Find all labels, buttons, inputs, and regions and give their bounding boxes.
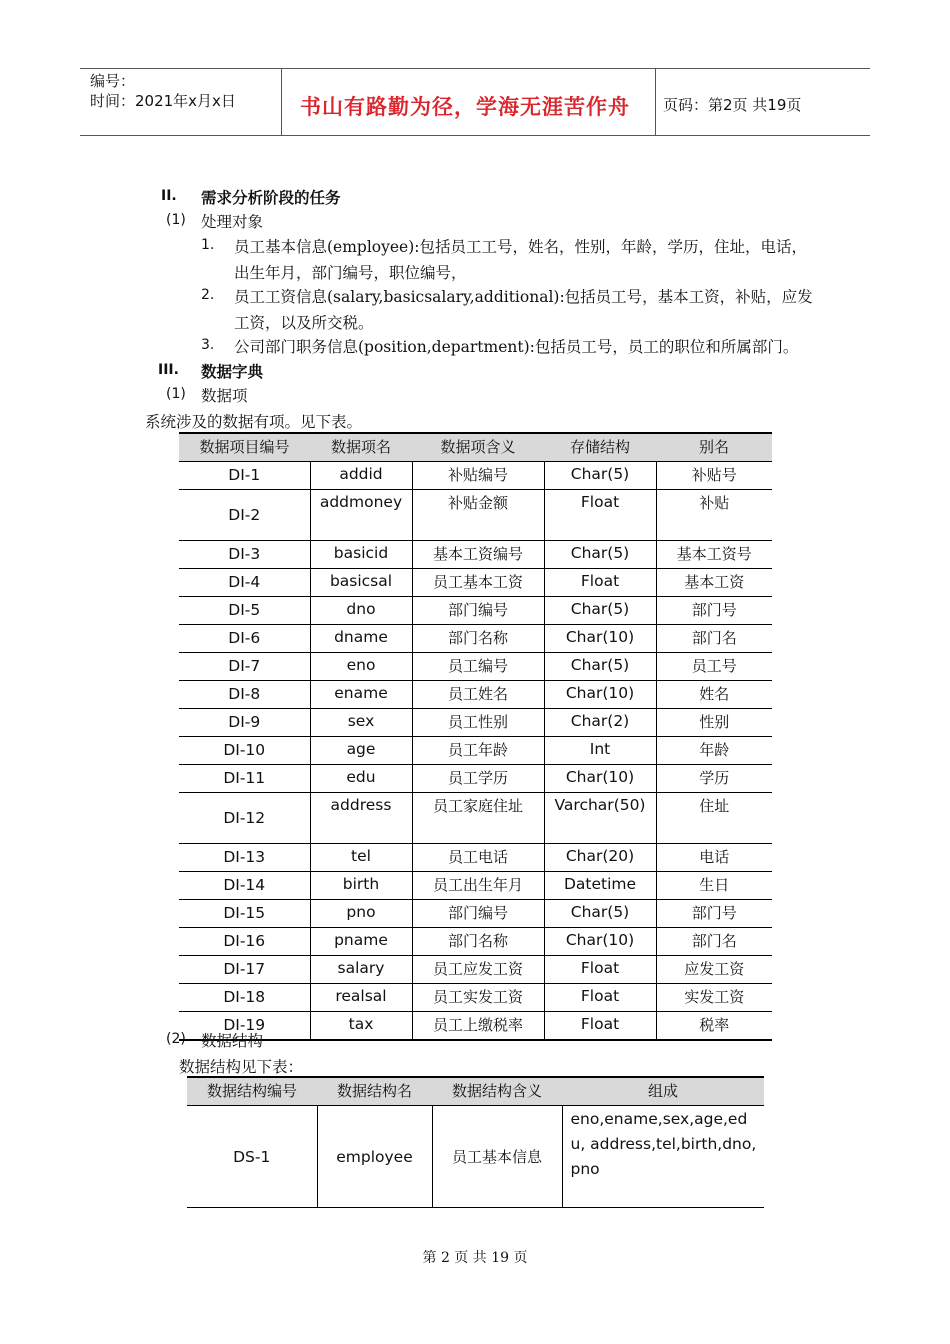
header-cell: 别名: [656, 433, 772, 462]
header-cell: 数据项目编号: [179, 433, 310, 462]
table-row: [179, 900, 772, 928]
header-divider-right: [655, 68, 656, 136]
item-alias-cell: 学历: [656, 765, 772, 793]
item-alias-cell: 电话: [656, 844, 772, 872]
header-cell: 数据项含义: [412, 433, 544, 462]
section2-sub1-num: (1): [166, 212, 186, 228]
item-name-cell: age: [310, 737, 412, 765]
item-name-cell: dno: [310, 597, 412, 625]
section2-title: 需求分析阶段的任务: [201, 189, 341, 207]
structure-name-cell: employee: [317, 1106, 432, 1208]
structure-id-cell: DS-1: [187, 1106, 317, 1208]
item-id-cell: DI-9: [179, 709, 310, 737]
item-name-cell: sex: [310, 709, 412, 737]
item-alias-cell: 姓名: [656, 681, 772, 709]
header-page-info: 页码：第2页 共19页: [663, 96, 802, 114]
item-name-cell: realsal: [310, 984, 412, 1012]
table-row: [179, 1012, 772, 1041]
item-id-cell: DI-19: [179, 1012, 310, 1041]
structure-meaning-cell: 员工基本信息: [432, 1106, 562, 1208]
table-row: [179, 709, 772, 737]
item-meaning-cell: 部门名称: [412, 625, 544, 653]
table-row: [179, 653, 772, 681]
item-storage-cell: Char(20): [544, 844, 656, 872]
item-meaning-cell: 补贴编号: [412, 462, 544, 490]
item-id-cell: DI-11: [179, 765, 310, 793]
item-id-cell: DI-2: [179, 490, 310, 541]
item-meaning-cell: 员工性别: [412, 709, 544, 737]
item-storage-cell: Float: [544, 956, 656, 984]
item-storage-cell: Char(5): [544, 541, 656, 569]
item-alias-cell: 补贴号: [656, 462, 772, 490]
item2-line2: 工资，以及所交税。: [234, 314, 374, 332]
section2-sub1-title: 处理对象: [201, 213, 264, 231]
item-storage-cell: Float: [544, 1012, 656, 1041]
item-id-cell: DI-13: [179, 844, 310, 872]
item2-num: 2.: [201, 287, 215, 303]
section3-intro: 系统涉及的数据有项。见下表。: [145, 413, 363, 431]
table-row: [179, 681, 772, 709]
page-footer: 第 2 页 共 19 页: [422, 1250, 528, 1266]
item-name-cell: pname: [310, 928, 412, 956]
table-row: [179, 597, 772, 625]
item-storage-cell: Char(5): [544, 653, 656, 681]
item-storage-cell: Float: [544, 984, 656, 1012]
table-row: [179, 984, 772, 1012]
item-alias-cell: 部门名: [656, 928, 772, 956]
item-meaning-cell: 部门编号: [412, 597, 544, 625]
item-name-cell: address: [310, 793, 412, 844]
item-id-cell: DI-14: [179, 872, 310, 900]
item-meaning-cell: 员工家庭住址: [412, 793, 544, 844]
item-meaning-cell: 员工姓名: [412, 681, 544, 709]
item-id-cell: DI-1: [179, 462, 310, 490]
item-id-cell: DI-7: [179, 653, 310, 681]
item-storage-cell: Char(10): [544, 681, 656, 709]
item1-num: 1.: [201, 237, 215, 253]
header-cell: 数据结构名: [317, 1077, 432, 1106]
structure-composition-cell: eno,ename,sex,age,edu, address,tel,birth,dno,pno: [562, 1106, 764, 1208]
table-row: [187, 1106, 764, 1208]
item-meaning-cell: 员工编号: [412, 653, 544, 681]
item-alias-cell: 实发工资: [656, 984, 772, 1012]
item-storage-cell: Char(5): [544, 597, 656, 625]
item-meaning-cell: 员工学历: [412, 765, 544, 793]
table-row: [179, 956, 772, 984]
item-id-cell: DI-3: [179, 541, 310, 569]
item-meaning-cell: 员工年龄: [412, 737, 544, 765]
item-name-cell: ename: [310, 681, 412, 709]
header-cell: 存储结构: [544, 433, 656, 462]
header-code-label: 编号：: [90, 72, 136, 90]
table-row: [179, 625, 772, 653]
item-name-cell: basicid: [310, 541, 412, 569]
item-alias-cell: 部门号: [656, 900, 772, 928]
item-storage-cell: Char(5): [544, 462, 656, 490]
table-row: [179, 541, 772, 569]
item-storage-cell: Char(10): [544, 928, 656, 956]
item-meaning-cell: 基本工资编号: [412, 541, 544, 569]
item-id-cell: DI-16: [179, 928, 310, 956]
item-name-cell: addid: [310, 462, 412, 490]
header-top-rule: [80, 68, 870, 69]
item-alias-cell: 性别: [656, 709, 772, 737]
table-row: [179, 872, 772, 900]
header-cell: 数据项名: [310, 433, 412, 462]
table-row: [179, 765, 772, 793]
item-storage-cell: Float: [544, 569, 656, 597]
item-name-cell: dname: [310, 625, 412, 653]
item-name-cell: basicsal: [310, 569, 412, 597]
item-name-cell: addmoney: [310, 490, 412, 541]
item-alias-cell: 补贴: [656, 490, 772, 541]
item-name-cell: edu: [310, 765, 412, 793]
item-alias-cell: 基本工资: [656, 569, 772, 597]
item-id-cell: DI-4: [179, 569, 310, 597]
item-alias-cell: 年龄: [656, 737, 772, 765]
item-storage-cell: Varchar(50): [544, 793, 656, 844]
section3-numeral: III.: [158, 362, 179, 378]
item-meaning-cell: 员工出生年月: [412, 872, 544, 900]
item-storage-cell: Float: [544, 490, 656, 541]
table-row: [179, 462, 772, 490]
table-row: [179, 737, 772, 765]
item-alias-cell: 部门号: [656, 597, 772, 625]
header-divider-left: [281, 68, 282, 136]
data-structures-table: [187, 1076, 764, 1208]
item-meaning-cell: 员工基本工资: [412, 569, 544, 597]
item-alias-cell: 部门名: [656, 625, 772, 653]
header-motto: 书山有路勤为径，学海无涯苦作舟: [300, 95, 630, 119]
header-cell: 组成: [562, 1077, 764, 1106]
table-row: [179, 569, 772, 597]
item-storage-cell: Int: [544, 737, 656, 765]
item-name-cell: birth: [310, 872, 412, 900]
section3-sub2-num: (2): [166, 1031, 186, 1047]
item-storage-cell: Char(2): [544, 709, 656, 737]
header-time-label: 时间：2021年x月x日: [90, 92, 236, 110]
header-cell: 数据结构含义: [432, 1077, 562, 1106]
item1-line2: 出生年月，部门编号，职位编号，: [234, 264, 467, 282]
item-id-cell: DI-18: [179, 984, 310, 1012]
table-row: [179, 793, 772, 844]
item-id-cell: DI-17: [179, 956, 310, 984]
section3-sub2-title: 数据结构: [201, 1032, 264, 1050]
item1-line1: 员工基本信息(employee):包括员工工号，姓名，性别，年龄，学历，住址，电话，: [234, 238, 808, 256]
item3-line1: 公司部门职务信息(position,department):包括员工号，员工的职位和所属部门。: [234, 338, 799, 356]
item-alias-cell: 住址: [656, 793, 772, 844]
item-name-cell: tax: [310, 1012, 412, 1041]
item-storage-cell: Char(10): [544, 765, 656, 793]
item-meaning-cell: 员工上缴税率: [412, 1012, 544, 1041]
header-bottom-rule: [80, 135, 870, 136]
item-id-cell: DI-15: [179, 900, 310, 928]
item-name-cell: tel: [310, 844, 412, 872]
item-id-cell: DI-6: [179, 625, 310, 653]
item3-num: 3.: [201, 337, 215, 353]
section3-sub1-title: 数据项: [201, 387, 248, 405]
item-alias-cell: 基本工资号: [656, 541, 772, 569]
table-row: [179, 844, 772, 872]
item2-line1: 员工工资信息(salary,basicsalary,additional):包括员工号，基本工资，补贴，应发: [234, 288, 813, 306]
item-alias-cell: 员工号: [656, 653, 772, 681]
item-storage-cell: Char(10): [544, 625, 656, 653]
table-header-row: [187, 1077, 764, 1106]
item-id-cell: DI-12: [179, 793, 310, 844]
item-meaning-cell: 员工应发工资: [412, 956, 544, 984]
section3-title: 数据字典: [201, 363, 264, 381]
item-name-cell: eno: [310, 653, 412, 681]
item-meaning-cell: 部门编号: [412, 900, 544, 928]
section3-intro2: 数据结构见下表：: [179, 1058, 304, 1076]
section2-numeral: II.: [161, 188, 177, 204]
item-meaning-cell: 部门名称: [412, 928, 544, 956]
item-name-cell: pno: [310, 900, 412, 928]
item-alias-cell: 生日: [656, 872, 772, 900]
item-id-cell: DI-10: [179, 737, 310, 765]
item-meaning-cell: 员工电话: [412, 844, 544, 872]
table-row: [179, 928, 772, 956]
data-items-table: [179, 432, 772, 1041]
item-storage-cell: Datetime: [544, 872, 656, 900]
table-row: [179, 490, 772, 541]
header-cell: 数据结构编号: [187, 1077, 317, 1106]
item-id-cell: DI-5: [179, 597, 310, 625]
table-header-row: [179, 433, 772, 462]
item-alias-cell: 应发工资: [656, 956, 772, 984]
item-storage-cell: Char(5): [544, 900, 656, 928]
item-meaning-cell: 补贴金额: [412, 490, 544, 541]
item-id-cell: DI-8: [179, 681, 310, 709]
section3-sub1-num: (1): [166, 386, 186, 402]
item-meaning-cell: 员工实发工资: [412, 984, 544, 1012]
item-name-cell: salary: [310, 956, 412, 984]
item-alias-cell: 税率: [656, 1012, 772, 1041]
